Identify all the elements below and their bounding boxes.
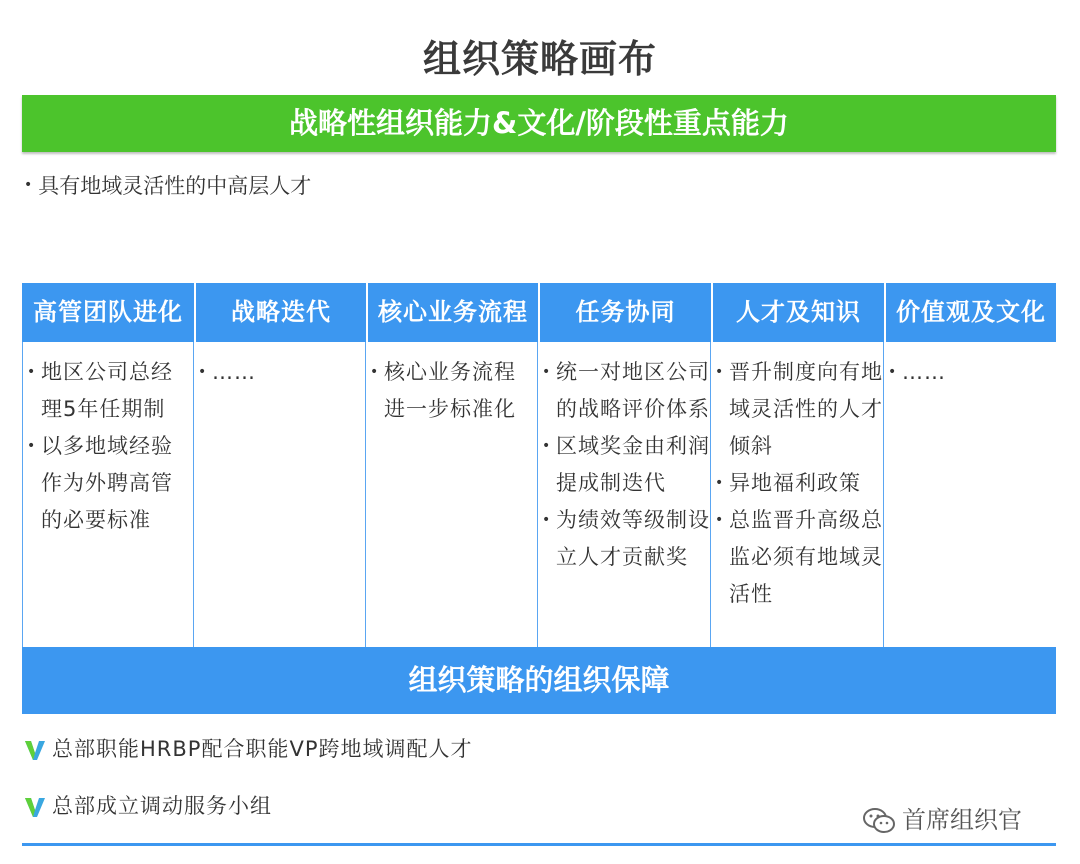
column-item-text: …… (212, 360, 256, 384)
column-header: 高管团队进化 (22, 283, 194, 342)
column-executive-team (22, 283, 194, 647)
capability-item (24, 170, 311, 200)
column-talent-knowledge (711, 283, 884, 647)
watermark (862, 800, 1022, 835)
column-item-text: 核心业务流程进一步标准化 (384, 360, 516, 421)
bullet-icon: • (27, 364, 37, 380)
guarantee-item (24, 790, 272, 820)
column-body (366, 342, 538, 647)
column-header: 战略迭代 (194, 283, 366, 342)
column-body (538, 342, 711, 647)
capability-header: 战略性组织能力&文化/阶段性重点能力 (22, 95, 1056, 152)
guarantee-item (24, 733, 472, 763)
bullet-icon: • (715, 512, 725, 528)
bullet-icon: • (198, 364, 208, 380)
column-body (711, 342, 884, 647)
column-header: 价值观及文化 (884, 283, 1056, 342)
bullet-icon: • (888, 364, 898, 380)
column-item-text: 统一对地区公司的战略评价体系 (556, 360, 710, 421)
bullet-icon: • (542, 364, 552, 380)
page-title: 组织策略画布 (422, 37, 657, 81)
column-item-text: 区域奖金由利润提成制迭代 (556, 434, 710, 495)
watermark-text: 首席组织官 (902, 806, 1022, 834)
column-values-culture (884, 283, 1056, 647)
column-header: 核心业务流程 (366, 283, 538, 342)
column-item (538, 428, 710, 502)
column-header: 人才及知识 (711, 283, 884, 342)
column-body (22, 342, 194, 647)
wechat-icon (862, 807, 896, 835)
column-item (366, 354, 537, 428)
bullet-icon: • (715, 475, 725, 491)
column-item (23, 428, 193, 539)
bullet-icon: • (370, 364, 380, 380)
column-item-text: 总监晋升高级总监必须有地域灵活性 (729, 508, 883, 606)
column-item (23, 354, 193, 428)
column-strategy-iteration (194, 283, 366, 647)
guarantee-item-text: 总部职能HRBP配合职能VP跨地域调配人才 (52, 737, 473, 761)
bullet-icon: • (542, 438, 552, 454)
column-item (711, 354, 883, 465)
column-item-text: 地区公司总经理5年任期制 (41, 360, 173, 421)
column-item-text: 为绩效等级制设立人才贡献奖 (556, 508, 710, 569)
bullet-icon: • (27, 438, 37, 454)
column-header: 任务协同 (538, 283, 711, 342)
guarantee-header: 组织策略的组织保障 (22, 647, 1056, 714)
capability-item-text: 具有地域灵活性的中高层人才 (38, 174, 312, 198)
strategy-columns (22, 283, 1056, 647)
bullet-icon: • (24, 177, 33, 193)
column-item (711, 465, 883, 502)
column-body (194, 342, 366, 647)
bullet-icon: • (542, 512, 552, 528)
column-body (884, 342, 1056, 647)
column-item (538, 502, 710, 576)
guarantee-item-text: 总部成立调动服务小组 (52, 794, 272, 818)
column-core-process (366, 283, 538, 647)
column-item (194, 354, 365, 391)
column-item-text: 异地福利政策 (729, 471, 861, 495)
bottom-divider (22, 843, 1056, 846)
column-item (711, 502, 883, 613)
column-task-coordination (538, 283, 711, 647)
column-item (884, 354, 1056, 391)
check-icon (24, 739, 46, 761)
check-icon (24, 796, 46, 818)
column-item-text: …… (902, 360, 946, 384)
column-item-text: 晋升制度向有地域灵活性的人才倾斜 (729, 360, 883, 458)
column-item-text: 以多地域经验作为外聘高管的必要标准 (41, 434, 173, 532)
bullet-icon: • (715, 364, 725, 380)
column-item (538, 354, 710, 428)
